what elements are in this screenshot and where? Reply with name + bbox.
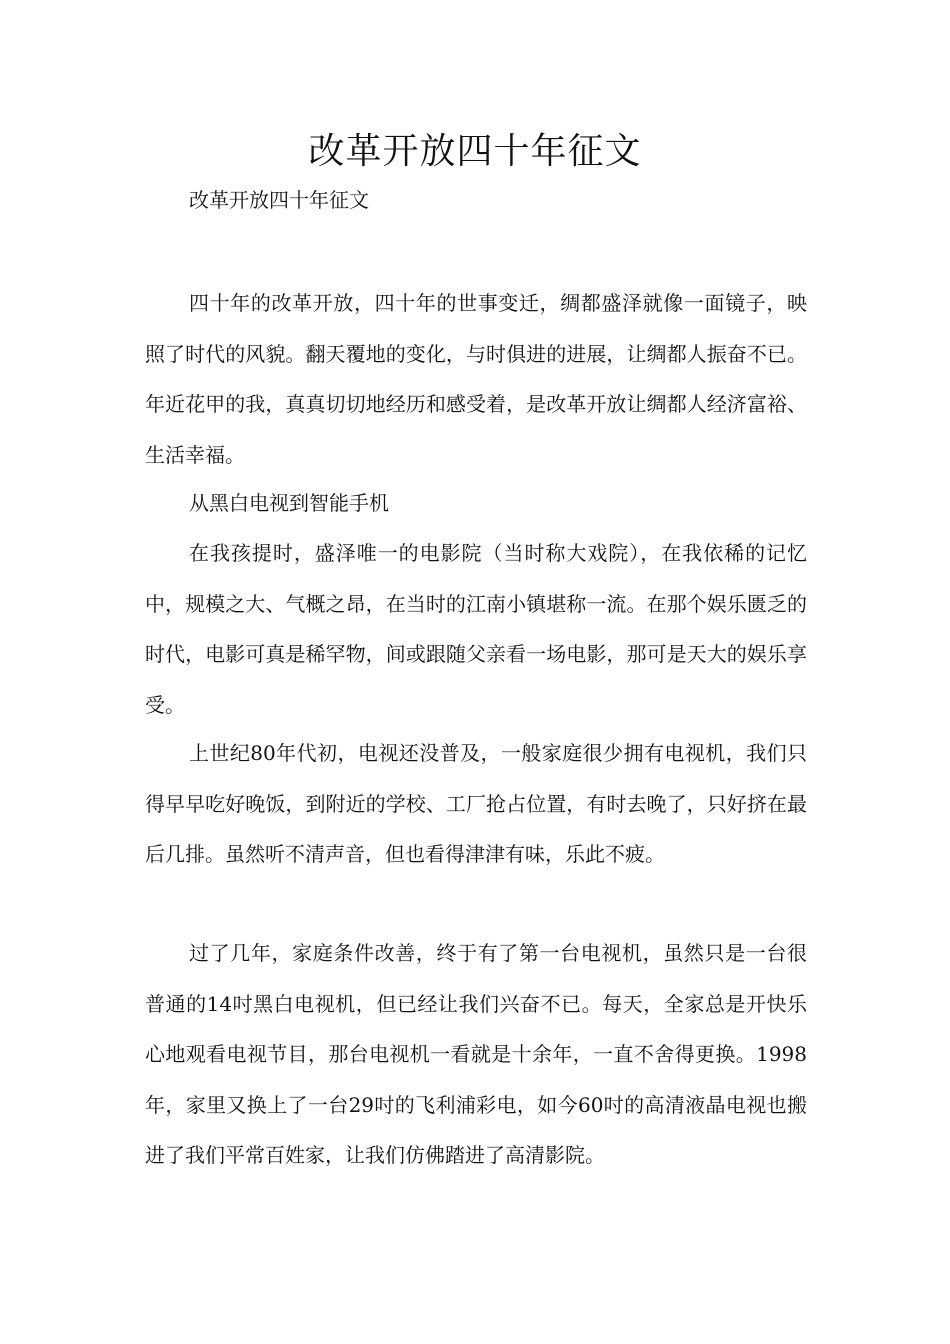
document-title: 改革开放四十年征文	[308, 131, 642, 172]
paragraph-family-tv: 过了几年，家庭条件改善，终于有了第一台电视机，虽然只是一台很普通的14吋黑白电视机，但已经让我们兴奋不已。每天，全家总是开快乐心地观看电视节目，那台电视机一看就是十余年，一直不舍得更换。1998年，家里又换上了一台29吋的飞利浦彩电，如今60吋的高清液晶电视也搬进了我们平常百姓家，让我们仿佛踏进了高清影院。	[145, 941, 807, 1167]
document-subtitle: 改革开放四十年征文	[189, 188, 369, 212]
paragraph-80s-tv: 上世纪80年代初，电视还没普及，一般家庭很少拥有电视机，我们只得早早吃好晚饭，到附近的学校、工厂抢占位置，有时去晚了，只好挤在最后几排。虽然听不清声音，但也看得津津有味，乐此不疲。	[145, 741, 807, 866]
paragraph-intro: 四十年的改革开放，四十年的世事变迁，绸都盛泽就像一面镜子，映照了时代的风貌。翻天覆地的变化，与时俱进的进展，让绸都人振奋不已。年近花甲的我，真真切切地经历和感受着，是改革开放让绸都人经济富裕、生活幸福。	[145, 291, 807, 467]
section-heading: 从黑白电视到智能手机	[189, 491, 389, 515]
paragraph-cinema: 在我孩提时，盛泽唯一的电影院（当时称大戏院），在我依稀的记忆中，规模之大、气概之昂，在当时的江南小镇堪称一流。在那个娱乐匮乏的时代，电影可真是稀罕物，间或跟随父亲看一场电影，那可是天大的娱乐享受。	[145, 541, 807, 717]
